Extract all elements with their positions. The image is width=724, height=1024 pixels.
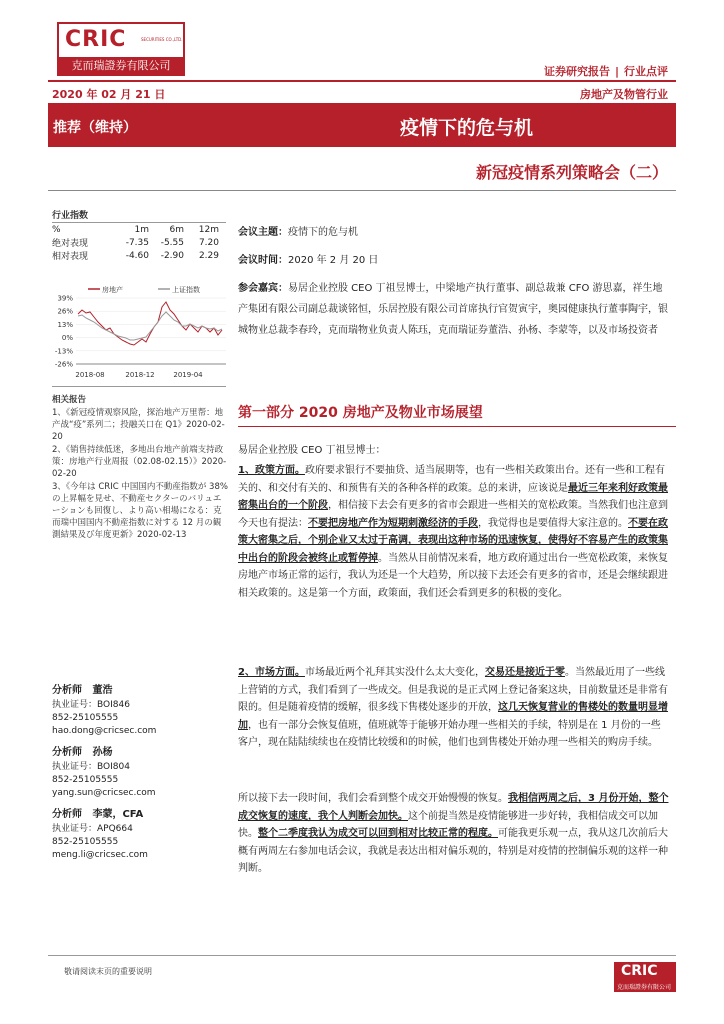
- policy-text: ，相信接下去会有更多的省市会跟进一些相关的宽松政策。当然我们也注意到今天也有提法：: [238, 500, 668, 529]
- chart-legend: [88, 285, 200, 294]
- related-reports-heading: 相关报告: [52, 395, 87, 405]
- analyst-card: [52, 746, 228, 800]
- report-type-separator: |: [614, 65, 619, 78]
- analyst-title: 分析师: [52, 809, 82, 820]
- analyst-name: 孙杨: [92, 747, 113, 758]
- policy-highlight: 最近三年来利好政策最密集出台的一个阶段: [238, 482, 668, 511]
- index-cell: 7.20: [198, 237, 219, 248]
- index-rule: [52, 222, 226, 223]
- related-report-date: 2020-02-20: [52, 420, 225, 442]
- related-report-text: 3、《今年は CRIC 中国国内不動産指数が 38%の上昇幅を見せ、不動産セクターのバリュエーションも回復し、より高い相場になる：克而瑞中国国内不動産指数に対する 12 月の観測結果及び年度更新》: [52, 482, 228, 540]
- meeting-time-value: 2020 年 2 月 20 日: [288, 255, 379, 266]
- analyst-email[interactable]: yang.sun@cricsec.com: [52, 788, 156, 798]
- logo-company-name: 克而瑞證券有限公司: [59, 57, 183, 74]
- related-report-item[interactable]: [52, 481, 228, 541]
- market-text: 。当然最近用了一些线上营销的方式，我们看到了一些成交。但是我说的是正式网上登记备案这块，目前数量还是非常有限的。但是随着疫情的缓解，很多线下售楼处逐步的开放，: [238, 667, 668, 713]
- analyst-title: 分析师: [52, 747, 82, 758]
- company-logo: [57, 22, 185, 76]
- related-report-text: 2、《销售持续低迷，多地出台地产前端支持政策：房地产行业周报（02.08-02.15）》: [52, 445, 224, 467]
- related-report-item[interactable]: [52, 407, 228, 443]
- rating-label: 推荐（维持）: [53, 120, 137, 136]
- index-col-header: 1m: [134, 225, 149, 235]
- report-title: 疫情下的危与机: [400, 117, 534, 139]
- y-tick-label: 39%: [57, 294, 73, 303]
- index-header-row: [52, 224, 219, 236]
- market-text: 市场最近两个礼拜其实没什么太大变化，: [304, 667, 485, 678]
- analyst-title-name: [52, 808, 228, 821]
- outlook-text: 可能我更乐观一点，我从这几次前后大概有两周左右参加电话会议，我就是表达出相对偏乐观的，特别是对疫情的控制偏乐观的这样一种判断。: [238, 828, 668, 874]
- meeting-guests-label: 参会嘉宾：: [238, 283, 288, 294]
- analyst-email[interactable]: meng.li@cricsec.com: [52, 850, 148, 860]
- index-performance-chart: [52, 282, 230, 382]
- analyst-license: 执业证号：BOI846: [52, 700, 130, 710]
- y-tick-label: -26%: [54, 360, 73, 369]
- report-subtype-label: 行业点评: [624, 65, 668, 78]
- index-cell: -2.90: [160, 250, 184, 261]
- index-row: [52, 249, 219, 262]
- paragraph-outlook: [238, 790, 670, 878]
- index-row-label: 绝对表现: [52, 239, 89, 249]
- analyst-title: 分析师: [52, 685, 82, 696]
- y-tick-label: 26%: [57, 307, 73, 316]
- index-row: [52, 236, 219, 249]
- index-cell: -7.35: [125, 237, 149, 248]
- analyst-phone: 852-25105555: [52, 837, 119, 847]
- y-tick-label: 13%: [57, 320, 73, 329]
- analyst-email[interactable]: hao.dong@cricsec.com: [52, 726, 157, 736]
- market-highlight: 这几天恢复营业的售楼处的数量明显增加: [238, 702, 668, 731]
- outlook-highlight: 我相信两周之后，3 月份开始，整个成交恢复的速度，我个人判断会加快。: [238, 793, 669, 822]
- x-tick-label: 2018-12: [125, 371, 155, 379]
- part-one-rule: [238, 426, 676, 427]
- chart-y-ticks: [55, 295, 73, 369]
- index-cell: 2.29: [198, 250, 219, 261]
- index-cell: -5.55: [160, 237, 184, 248]
- meeting-time-label: 会议时间：: [238, 255, 288, 266]
- series-line-real-estate: [78, 302, 222, 345]
- meeting-topic-label: 会议主题：: [238, 227, 288, 238]
- analyst-title-name: [52, 746, 228, 759]
- speaker-label: 易居企业控股 CEO 丁祖昱博士：: [238, 445, 386, 456]
- logo-mark: CRIC: [65, 27, 127, 52]
- analyst-phone: 852-25105555: [52, 713, 119, 723]
- analyst-license: 执业证号：APQ664: [52, 824, 133, 834]
- index-col-header: 12m: [198, 225, 219, 235]
- analyst-name: 李蒙，CFA: [92, 809, 144, 820]
- title-banner: [48, 103, 676, 147]
- series-line-sse-index: [78, 312, 222, 340]
- outlook-text: 所以接下去一段时间，我们会看到整个成交开始慢慢的恢复。: [238, 793, 508, 804]
- header-rule: [48, 80, 676, 82]
- analyst-name: 董浩: [92, 685, 113, 696]
- analyst-phone: 852-25105555: [52, 775, 119, 785]
- index-row-label: 相对表现: [52, 252, 89, 262]
- analyst-license: 执业证号：BOI804: [52, 762, 130, 772]
- footer-logo-name: 克而瑞證券有限公司: [617, 984, 672, 991]
- policy-text: ，我觉得也是要值得大家注意的。: [478, 517, 628, 529]
- footer-disclaimer[interactable]: 敬请阅读末页的重要说明: [64, 967, 152, 976]
- related-report-date: 2020-02-13: [137, 530, 187, 540]
- logo-mark-sub: SECURITIES CO.,LTD.: [141, 37, 183, 42]
- analyst-card: [52, 684, 228, 738]
- meeting-guests-value: 易居企业控股 CEO 丁祖昱博士，中梁地产执行董事、副总裁兼 CFO 游思嘉，祥生地产集团有限公司副总裁谈铭恒，乐居控股有限公司首席执行官贺寅宇，奥园健康执行董事陶宇，银城物业总裁李春玲，克而瑞物业负责人陈珏，克而瑞证券董浩、孙杨、李蒙等，以及市场投资者: [238, 283, 668, 336]
- legend-label-sse-index: 上证指数: [172, 286, 200, 294]
- report-type: [544, 63, 668, 79]
- footer-logo: [614, 962, 676, 992]
- analyst-card: [52, 808, 228, 862]
- related-report-text: 1、《新冠疫情观察风险，探治地产万里帮：地产战“疫”系列二；投融关口在 Q1》: [52, 408, 224, 430]
- meeting-time: [238, 252, 670, 269]
- market-highlight: 交易还是接近于零: [484, 667, 565, 678]
- y-tick-label: 0%: [61, 334, 73, 343]
- index-col-header: %: [52, 225, 61, 235]
- meeting-topic: [238, 224, 670, 241]
- policy-text: 政府要求银行不要抽贷、适当展期等，也有一些相关政策出台。还有一些和工程有关的、和交付有关的、和预售有关的各种各样的政策。总的来讲，应该说是: [238, 465, 665, 494]
- paragraph-market: [238, 664, 670, 752]
- x-tick-label: 2019-04: [173, 371, 203, 379]
- market-text: ，也有一部分会恢复值班，值班就等于能够开始办理一些相关的手续，特别是在 1 月份的一些客户，现在陆陆续续也在疫情比较缓和的时候，他们也到售楼处开始办理一些相关的购房手续。: [238, 719, 661, 748]
- refs-top-rule: [52, 386, 226, 387]
- related-report-date: 2020-02-20: [52, 457, 227, 479]
- paragraph-policy: [238, 462, 670, 602]
- policy-text: 。当然从目前情况来看，地方政府通过出台一些宽松政策，来恢复房地产市场正常的运行，我认为还是一个大趋势，所以接下去还会有更多的省市，还是会继续跟进相关政策的。这是第一个方面，政策面，我们还会看到更多的积极的变化。: [238, 552, 668, 599]
- index-table: [52, 224, 219, 262]
- footer-logo-mark: CRIC: [621, 963, 658, 979]
- index-heading: 行业指数: [52, 211, 89, 221]
- chart-lines: [78, 302, 222, 345]
- meeting-topic-value: 疫情下的危与机: [288, 227, 358, 238]
- x-tick-label: 2018-08: [75, 371, 105, 379]
- related-report-item[interactable]: [52, 444, 228, 480]
- outlook-text: 这个前提当然是疫情能够进一步好转，我相信成交可以加快。: [238, 810, 658, 839]
- footer-rule: [48, 955, 676, 956]
- analyst-title-name: [52, 684, 228, 697]
- index-col-header: 6m: [169, 225, 184, 235]
- related-reports: [52, 394, 228, 541]
- market-lead: 2、市场方面。: [238, 667, 305, 678]
- policy-highlight: 不要把房地产作为短期刺激经济的手段: [308, 517, 478, 529]
- policy-highlight: 不要在政策大密集之后，个别企业又太过于高调，表现出这种市场的迅速恢复，使得好不容易产生的政策集中出台的阶段会被终止或暂停掉: [238, 517, 668, 564]
- policy-lead: 1、政策方面。: [238, 465, 305, 476]
- outlook-highlight: 整个二季度我认为成交可以回到相对比较正常的程度。: [258, 828, 498, 839]
- part-one-title: 第一部分 2020 房地产及物业市场展望: [238, 405, 483, 421]
- y-tick-label: -13%: [54, 347, 73, 356]
- report-sector: 房地产及物管行业: [580, 88, 668, 101]
- subtitle-rule: [48, 190, 676, 191]
- report-subtitle: 新冠疫情系列策略会（二）: [475, 163, 668, 182]
- report-type-label: 证券研究报告: [543, 65, 610, 78]
- legend-label-real-estate: 房地产: [102, 286, 123, 294]
- report-date: 2020 年 02 月 21 日: [52, 88, 166, 101]
- chart-x-ticks: [75, 371, 203, 379]
- meeting-guests: [238, 278, 670, 341]
- index-cell: -4.60: [125, 250, 149, 261]
